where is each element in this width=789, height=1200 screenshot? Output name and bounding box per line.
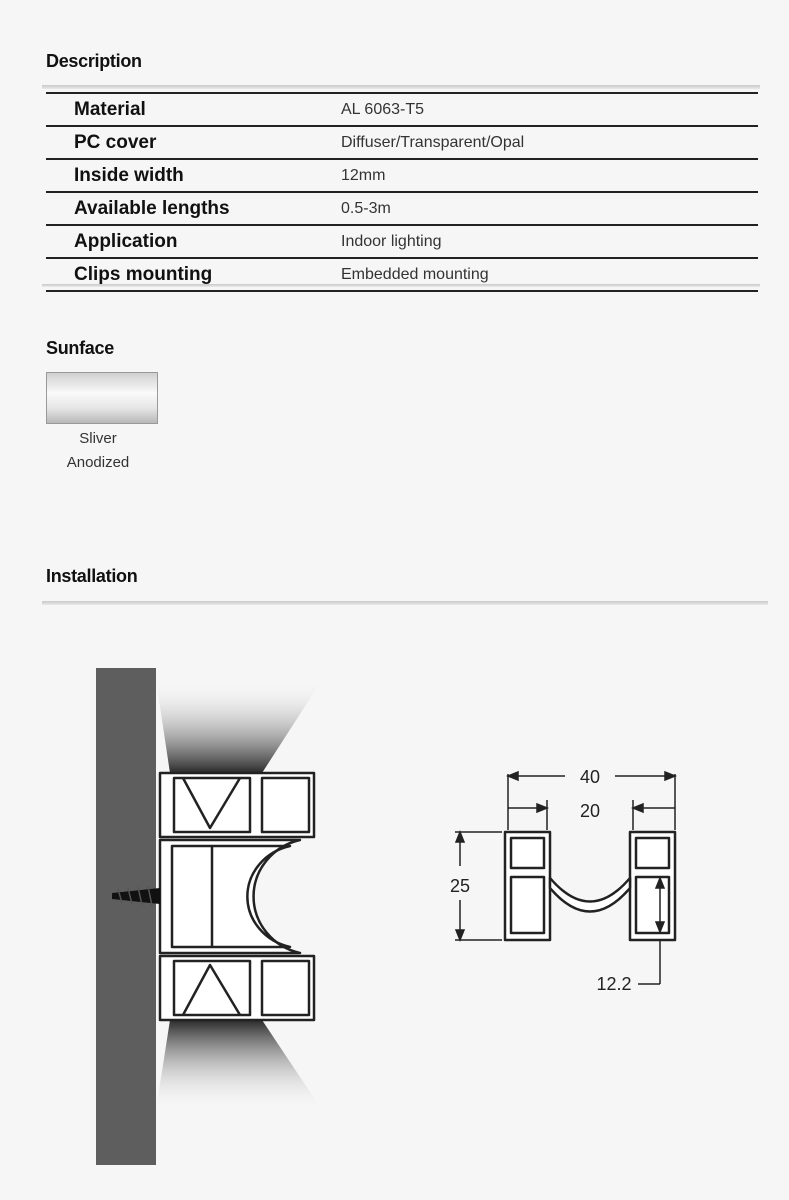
- dimension-inner-label: 20: [579, 801, 601, 821]
- profile-cross-section: [505, 832, 675, 940]
- surface-title: Sunface: [46, 338, 114, 358]
- row-value: Indoor lighting: [341, 225, 758, 258]
- description-title: Description: [46, 51, 142, 71]
- row-value: Embedded mounting: [341, 258, 758, 291]
- dimension-depth-label: 12.2: [596, 974, 632, 994]
- wall: [96, 668, 156, 1165]
- row-label: Clips mounting: [46, 258, 341, 291]
- row-value: 12mm: [341, 159, 758, 192]
- light-beam-bottom: [156, 1020, 322, 1110]
- row-value: AL 6063-T5: [341, 93, 758, 126]
- swatch-label-line: Sliver: [79, 430, 117, 447]
- installation-title: Installation: [46, 566, 138, 586]
- row-label: Available lengths: [46, 192, 341, 225]
- dimension-width-label: 40: [579, 767, 601, 787]
- swatch-label-line: Anodized: [66, 454, 130, 471]
- row-label: PC cover: [46, 126, 341, 159]
- row-label: Inside width: [46, 159, 341, 192]
- dimension-height-label: 25: [449, 876, 471, 896]
- row-label: Material: [46, 93, 341, 126]
- row-value: Diffuser/Transparent/Opal: [341, 126, 758, 159]
- row-value: 0.5-3m: [341, 192, 758, 225]
- profile-side-view: [160, 773, 314, 1020]
- light-beam-top: [156, 680, 322, 773]
- row-label: Application: [46, 225, 341, 258]
